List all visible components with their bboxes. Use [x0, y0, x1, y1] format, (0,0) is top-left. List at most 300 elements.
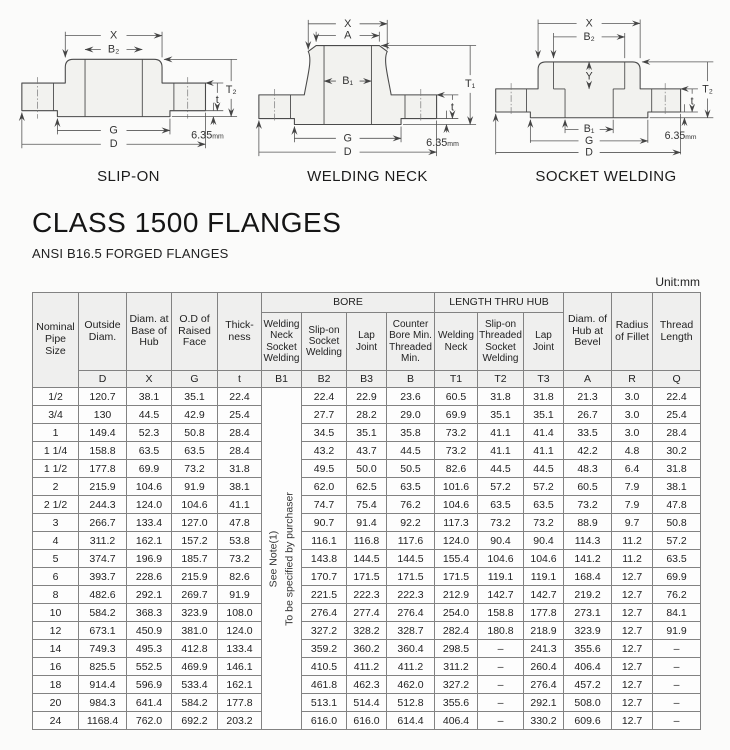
value-cell: 203.2: [218, 712, 262, 730]
col-header-t2: Slip-on Threaded Socket Welding: [478, 313, 524, 371]
value-cell: 124.0: [127, 496, 172, 514]
dim-label-t: t: [690, 95, 694, 108]
value-cell: 50.5: [387, 460, 435, 478]
col-header-b2: Slip-on Socket Welding: [302, 313, 347, 371]
value-cell: 31.8: [478, 388, 524, 406]
row-size-cell: 1/2: [33, 388, 79, 406]
value-cell: 82.6: [218, 568, 262, 586]
value-cell: 4.8: [612, 442, 653, 460]
value-cell: 62.0: [302, 478, 347, 496]
value-cell: 73.2: [564, 496, 612, 514]
value-cell: 162.1: [127, 532, 172, 550]
value-cell: 222.3: [387, 586, 435, 604]
value-cell: 92.2: [387, 514, 435, 532]
value-cell: 584.2: [172, 694, 218, 712]
value-cell: 609.6: [564, 712, 612, 730]
dim-label-b2: B₂: [583, 30, 595, 43]
symbol-t: t: [218, 371, 262, 388]
value-cell: 130: [79, 406, 127, 424]
value-cell: 82.6: [435, 460, 478, 478]
value-cell: 35.1: [524, 406, 564, 424]
value-cell: 158.8: [478, 604, 524, 622]
value-cell: 462.3: [347, 676, 387, 694]
symbol-b3: B3: [347, 371, 387, 388]
value-cell: 482.6: [79, 586, 127, 604]
value-cell: 28.4: [218, 442, 262, 460]
value-cell: 73.2: [524, 514, 564, 532]
value-cell: 7.9: [612, 496, 653, 514]
value-cell: 41.1: [524, 442, 564, 460]
value-cell: 44.5: [478, 460, 524, 478]
value-cell: 368.3: [127, 604, 172, 622]
value-cell: 76.2: [387, 496, 435, 514]
dim-label-a: A: [344, 29, 352, 42]
value-cell: 117.3: [435, 514, 478, 532]
value-cell: 42.9: [172, 406, 218, 424]
value-cell: 692.2: [172, 712, 218, 730]
value-cell: 42.2: [564, 442, 612, 460]
value-cell: 461.8: [302, 676, 347, 694]
dim-label-b2: B₂: [107, 43, 120, 56]
col-header-b3: Lap Joint: [347, 313, 387, 371]
dim-label-y: Y: [585, 70, 593, 83]
value-cell: 22.4: [653, 388, 701, 406]
value-cell: 228.6: [127, 568, 172, 586]
value-cell: 168.4: [564, 568, 612, 586]
value-cell: 108.0: [218, 604, 262, 622]
dim-label-g: G: [343, 132, 352, 145]
value-cell: 73.2: [478, 514, 524, 532]
value-cell: 104.6: [172, 496, 218, 514]
value-cell: 91.9: [653, 622, 701, 640]
value-cell: 63.5: [653, 550, 701, 568]
page-subtitle: ANSI B16.5 FORGED FLANGES: [32, 246, 229, 261]
symbol-d: D: [79, 371, 127, 388]
table-row: [33, 406, 701, 424]
col-header-b: Counter Bore Min. Threaded Min.: [387, 313, 435, 371]
value-cell: 104.6: [127, 478, 172, 496]
value-cell: 614.4: [387, 712, 435, 730]
value-cell: 60.5: [564, 478, 612, 496]
value-cell: 25.4: [653, 406, 701, 424]
value-cell: 38.1: [127, 388, 172, 406]
table-row: [33, 460, 701, 478]
value-cell: 323.9: [172, 604, 218, 622]
dim-label-x: X: [585, 17, 593, 30]
value-cell: 149.4: [79, 424, 127, 442]
value-cell: 124.0: [435, 532, 478, 550]
slip-on-drawing: [10, 8, 247, 164]
caption-welding-neck: WELDING NECK: [307, 168, 428, 185]
value-cell: 76.2: [653, 586, 701, 604]
value-cell: 57.2: [478, 478, 524, 496]
value-cell: 12.7: [612, 586, 653, 604]
value-cell: 596.9: [127, 676, 172, 694]
value-cell: 381.0: [172, 622, 218, 640]
value-cell: 28.2: [347, 406, 387, 424]
dim-label-t2: T₂: [702, 83, 713, 96]
value-cell: 410.5: [302, 658, 347, 676]
symbol-row: [33, 371, 701, 388]
value-cell: 355.6: [564, 640, 612, 658]
value-cell: 162.1: [218, 676, 262, 694]
socket-welding-drawing: [488, 8, 724, 164]
value-cell: 219.2: [564, 586, 612, 604]
caption-socket-welding: SOCKET WELDING: [535, 168, 677, 185]
value-cell: 276.4: [524, 676, 564, 694]
value-cell: 144.5: [387, 550, 435, 568]
value-cell: 292.1: [524, 694, 564, 712]
value-cell: 22.9: [347, 388, 387, 406]
value-cell: 35.1: [347, 424, 387, 442]
value-cell: 27.7: [302, 406, 347, 424]
value-cell: –: [653, 658, 701, 676]
value-cell: 90.4: [524, 532, 564, 550]
flange-dimension-table: [32, 292, 701, 730]
value-cell: 133.4: [218, 640, 262, 658]
value-cell: 244.3: [79, 496, 127, 514]
value-cell: 124.0: [218, 622, 262, 640]
value-cell: 12.7: [612, 622, 653, 640]
value-cell: 170.7: [302, 568, 347, 586]
value-cell: 57.2: [653, 532, 701, 550]
table-row: [33, 622, 701, 640]
value-cell: 177.8: [79, 460, 127, 478]
value-cell: 6.4: [612, 460, 653, 478]
symbol-t3: T3: [524, 371, 564, 388]
col-header-raised-face: O.D of Raised Face: [172, 293, 218, 371]
value-cell: 73.2: [435, 442, 478, 460]
welding-neck-drawing: [249, 8, 486, 164]
table-row: [33, 424, 701, 442]
value-cell: 155.4: [435, 550, 478, 568]
col-header-hub-bevel: Diam. of Hub at Bevel: [564, 293, 612, 371]
value-cell: 12.7: [612, 712, 653, 730]
row-size-cell: 3/4: [33, 406, 79, 424]
value-cell: 393.7: [79, 568, 127, 586]
value-cell: 47.8: [218, 514, 262, 532]
table-row: [33, 388, 701, 406]
value-cell: 12.7: [612, 604, 653, 622]
page-title: CLASS 1500 FLANGES: [32, 207, 342, 238]
value-cell: 52.3: [127, 424, 172, 442]
row-size-cell: 6: [33, 568, 79, 586]
value-cell: 512.8: [387, 694, 435, 712]
value-cell: 276.4: [302, 604, 347, 622]
value-cell: –: [653, 712, 701, 730]
value-cell: 21.3: [564, 388, 612, 406]
col-header-thread-length: Thread Length: [653, 293, 701, 371]
dim-label-b1: B₁: [583, 123, 595, 136]
row-size-cell: 2: [33, 478, 79, 496]
value-cell: 143.8: [302, 550, 347, 568]
caption-slip-on: SLIP-ON: [97, 168, 160, 185]
dim-label-635: 6.35mm: [191, 129, 224, 142]
value-cell: 63.5: [387, 478, 435, 496]
value-cell: 171.5: [387, 568, 435, 586]
value-cell: 11.2: [612, 550, 653, 568]
value-cell: 457.2: [564, 676, 612, 694]
row-size-cell: 12: [33, 622, 79, 640]
value-cell: 26.7: [564, 406, 612, 424]
value-cell: 552.5: [127, 658, 172, 676]
table-row: [33, 550, 701, 568]
value-cell: 360.4: [387, 640, 435, 658]
value-cell: 73.2: [435, 424, 478, 442]
value-cell: 88.9: [564, 514, 612, 532]
value-cell: 50.8: [653, 514, 701, 532]
value-cell: 49.5: [302, 460, 347, 478]
value-cell: 533.4: [172, 676, 218, 694]
symbol-g: G: [172, 371, 218, 388]
value-cell: 222.3: [347, 586, 387, 604]
value-cell: 75.4: [347, 496, 387, 514]
value-cell: –: [653, 694, 701, 712]
symbol-t2: T2: [478, 371, 524, 388]
value-cell: 462.0: [387, 676, 435, 694]
value-cell: 406.4: [564, 658, 612, 676]
value-cell: 69.9: [653, 568, 701, 586]
value-cell: 266.7: [79, 514, 127, 532]
value-cell: 57.2: [524, 478, 564, 496]
value-cell: 69.9: [127, 460, 172, 478]
value-cell: 914.4: [79, 676, 127, 694]
value-cell: 825.5: [79, 658, 127, 676]
value-cell: 35.1: [172, 388, 218, 406]
value-cell: 355.6: [435, 694, 478, 712]
b1-note-cell: [262, 388, 302, 730]
value-cell: 3.0: [612, 388, 653, 406]
value-cell: 513.1: [302, 694, 347, 712]
value-cell: 749.3: [79, 640, 127, 658]
value-cell: 142.7: [478, 586, 524, 604]
value-cell: 146.1: [218, 658, 262, 676]
value-cell: 406.4: [435, 712, 478, 730]
value-cell: 48.3: [564, 460, 612, 478]
value-cell: 374.7: [79, 550, 127, 568]
value-cell: 73.2: [218, 550, 262, 568]
dim-label-t: t: [450, 101, 454, 114]
value-cell: 11.2: [612, 532, 653, 550]
value-cell: 157.2: [172, 532, 218, 550]
col-header-t3: Lap Joint: [524, 313, 564, 371]
col-header-b1: Welding Neck Socket Welding: [262, 313, 302, 371]
value-cell: 762.0: [127, 712, 172, 730]
col-header-hub-base: Diam. at Base of Hub: [127, 293, 172, 371]
value-cell: –: [653, 676, 701, 694]
value-cell: 60.5: [435, 388, 478, 406]
value-cell: 673.1: [79, 622, 127, 640]
title-block: [32, 207, 730, 261]
value-cell: 63.5: [524, 496, 564, 514]
value-cell: 323.9: [564, 622, 612, 640]
dim-label-d: D: [343, 146, 352, 159]
value-cell: 44.5: [524, 460, 564, 478]
value-cell: 514.4: [347, 694, 387, 712]
table-row: [33, 604, 701, 622]
row-size-cell: 20: [33, 694, 79, 712]
row-size-cell: 4: [33, 532, 79, 550]
value-cell: 360.2: [347, 640, 387, 658]
table-row: [33, 694, 701, 712]
value-cell: 35.8: [387, 424, 435, 442]
symbol-a: A: [564, 371, 612, 388]
value-cell: 411.2: [347, 658, 387, 676]
table-body: [33, 388, 701, 730]
table-row: [33, 496, 701, 514]
value-cell: 12.7: [612, 676, 653, 694]
value-cell: 215.9: [79, 478, 127, 496]
diagram-welding-neck: [249, 8, 486, 185]
symbol-t1: T1: [435, 371, 478, 388]
value-cell: 34.5: [302, 424, 347, 442]
value-cell: 311.2: [79, 532, 127, 550]
value-cell: 12.7: [612, 640, 653, 658]
value-cell: 276.4: [387, 604, 435, 622]
value-cell: 31.8: [524, 388, 564, 406]
row-size-cell: 1: [33, 424, 79, 442]
value-cell: 104.6: [478, 550, 524, 568]
value-cell: 133.4: [127, 514, 172, 532]
dim-label-635: 6.35mm: [664, 129, 697, 142]
value-cell: 119.1: [478, 568, 524, 586]
value-cell: –: [478, 712, 524, 730]
table-row: [33, 514, 701, 532]
value-cell: 616.0: [302, 712, 347, 730]
table-row: [33, 712, 701, 730]
value-cell: 119.1: [524, 568, 564, 586]
value-cell: 63.5: [172, 442, 218, 460]
value-cell: 38.1: [218, 478, 262, 496]
value-cell: 31.8: [653, 460, 701, 478]
value-cell: 104.6: [435, 496, 478, 514]
value-cell: 171.5: [435, 568, 478, 586]
value-cell: 292.1: [127, 586, 172, 604]
value-cell: 22.4: [218, 388, 262, 406]
value-cell: 260.4: [524, 658, 564, 676]
value-cell: 73.2: [172, 460, 218, 478]
value-cell: 1168.4: [79, 712, 127, 730]
table-row: [33, 442, 701, 460]
row-size-cell: 3: [33, 514, 79, 532]
value-cell: 91.9: [172, 478, 218, 496]
value-cell: 62.5: [347, 478, 387, 496]
value-cell: 142.7: [524, 586, 564, 604]
value-cell: 50.0: [347, 460, 387, 478]
value-cell: 411.2: [387, 658, 435, 676]
value-cell: 277.4: [347, 604, 387, 622]
dim-label-t2: T₂: [225, 83, 237, 96]
value-cell: 144.5: [347, 550, 387, 568]
value-cell: 101.6: [435, 478, 478, 496]
value-cell: 31.8: [218, 460, 262, 478]
value-cell: 35.1: [478, 406, 524, 424]
value-cell: 171.5: [347, 568, 387, 586]
value-cell: 412.8: [172, 640, 218, 658]
value-cell: 450.9: [127, 622, 172, 640]
value-cell: 29.0: [387, 406, 435, 424]
col-header-thickness: Thick-ness: [218, 293, 262, 371]
value-cell: 330.2: [524, 712, 564, 730]
value-cell: 38.1: [653, 478, 701, 496]
value-cell: 12.7: [612, 694, 653, 712]
value-cell: 120.7: [79, 388, 127, 406]
value-cell: 104.6: [524, 550, 564, 568]
value-cell: 196.9: [127, 550, 172, 568]
value-cell: 91.4: [347, 514, 387, 532]
value-cell: 215.9: [172, 568, 218, 586]
value-cell: 63.5: [127, 442, 172, 460]
row-size-cell: 18: [33, 676, 79, 694]
value-cell: 508.0: [564, 694, 612, 712]
value-cell: –: [653, 640, 701, 658]
value-cell: 616.0: [347, 712, 387, 730]
value-cell: 3.0: [612, 424, 653, 442]
value-cell: 116.1: [302, 532, 347, 550]
value-cell: 984.3: [79, 694, 127, 712]
value-cell: 114.3: [564, 532, 612, 550]
row-size-cell: 14: [33, 640, 79, 658]
value-cell: 74.7: [302, 496, 347, 514]
value-cell: 91.9: [218, 586, 262, 604]
value-cell: 47.8: [653, 496, 701, 514]
value-cell: 63.5: [478, 496, 524, 514]
value-cell: 180.8: [478, 622, 524, 640]
value-cell: 69.9: [435, 406, 478, 424]
row-size-cell: 5: [33, 550, 79, 568]
value-cell: 3.0: [612, 406, 653, 424]
diagram-slip-on: [10, 8, 247, 185]
value-cell: 43.7: [347, 442, 387, 460]
value-cell: 359.2: [302, 640, 347, 658]
value-cell: 495.3: [127, 640, 172, 658]
value-cell: 28.4: [653, 424, 701, 442]
value-cell: 241.3: [524, 640, 564, 658]
value-cell: 41.4: [524, 424, 564, 442]
value-cell: 28.4: [218, 424, 262, 442]
value-cell: 273.1: [564, 604, 612, 622]
value-cell: –: [478, 658, 524, 676]
value-cell: 44.5: [127, 406, 172, 424]
value-cell: 282.4: [435, 622, 478, 640]
value-cell: 141.2: [564, 550, 612, 568]
value-cell: 22.4: [302, 388, 347, 406]
value-cell: 212.9: [435, 586, 478, 604]
value-cell: 177.8: [218, 694, 262, 712]
dim-label-g: G: [109, 124, 118, 137]
row-size-cell: 1 1/4: [33, 442, 79, 460]
value-cell: 41.1: [478, 442, 524, 460]
symbol-r: R: [612, 371, 653, 388]
value-cell: 469.9: [172, 658, 218, 676]
value-cell: 584.2: [79, 604, 127, 622]
value-cell: 221.5: [302, 586, 347, 604]
value-cell: –: [478, 676, 524, 694]
value-cell: 30.2: [653, 442, 701, 460]
row-size-cell: 8: [33, 586, 79, 604]
value-cell: –: [478, 694, 524, 712]
value-cell: 50.8: [172, 424, 218, 442]
table-row: [33, 676, 701, 694]
value-cell: 269.7: [172, 586, 218, 604]
dim-label-t1: T₁: [465, 77, 476, 90]
value-cell: 43.2: [302, 442, 347, 460]
table-row: [33, 532, 701, 550]
value-cell: 327.2: [435, 676, 478, 694]
header-group-row: [33, 293, 701, 313]
value-cell: 12.7: [612, 568, 653, 586]
table-row: [33, 658, 701, 676]
